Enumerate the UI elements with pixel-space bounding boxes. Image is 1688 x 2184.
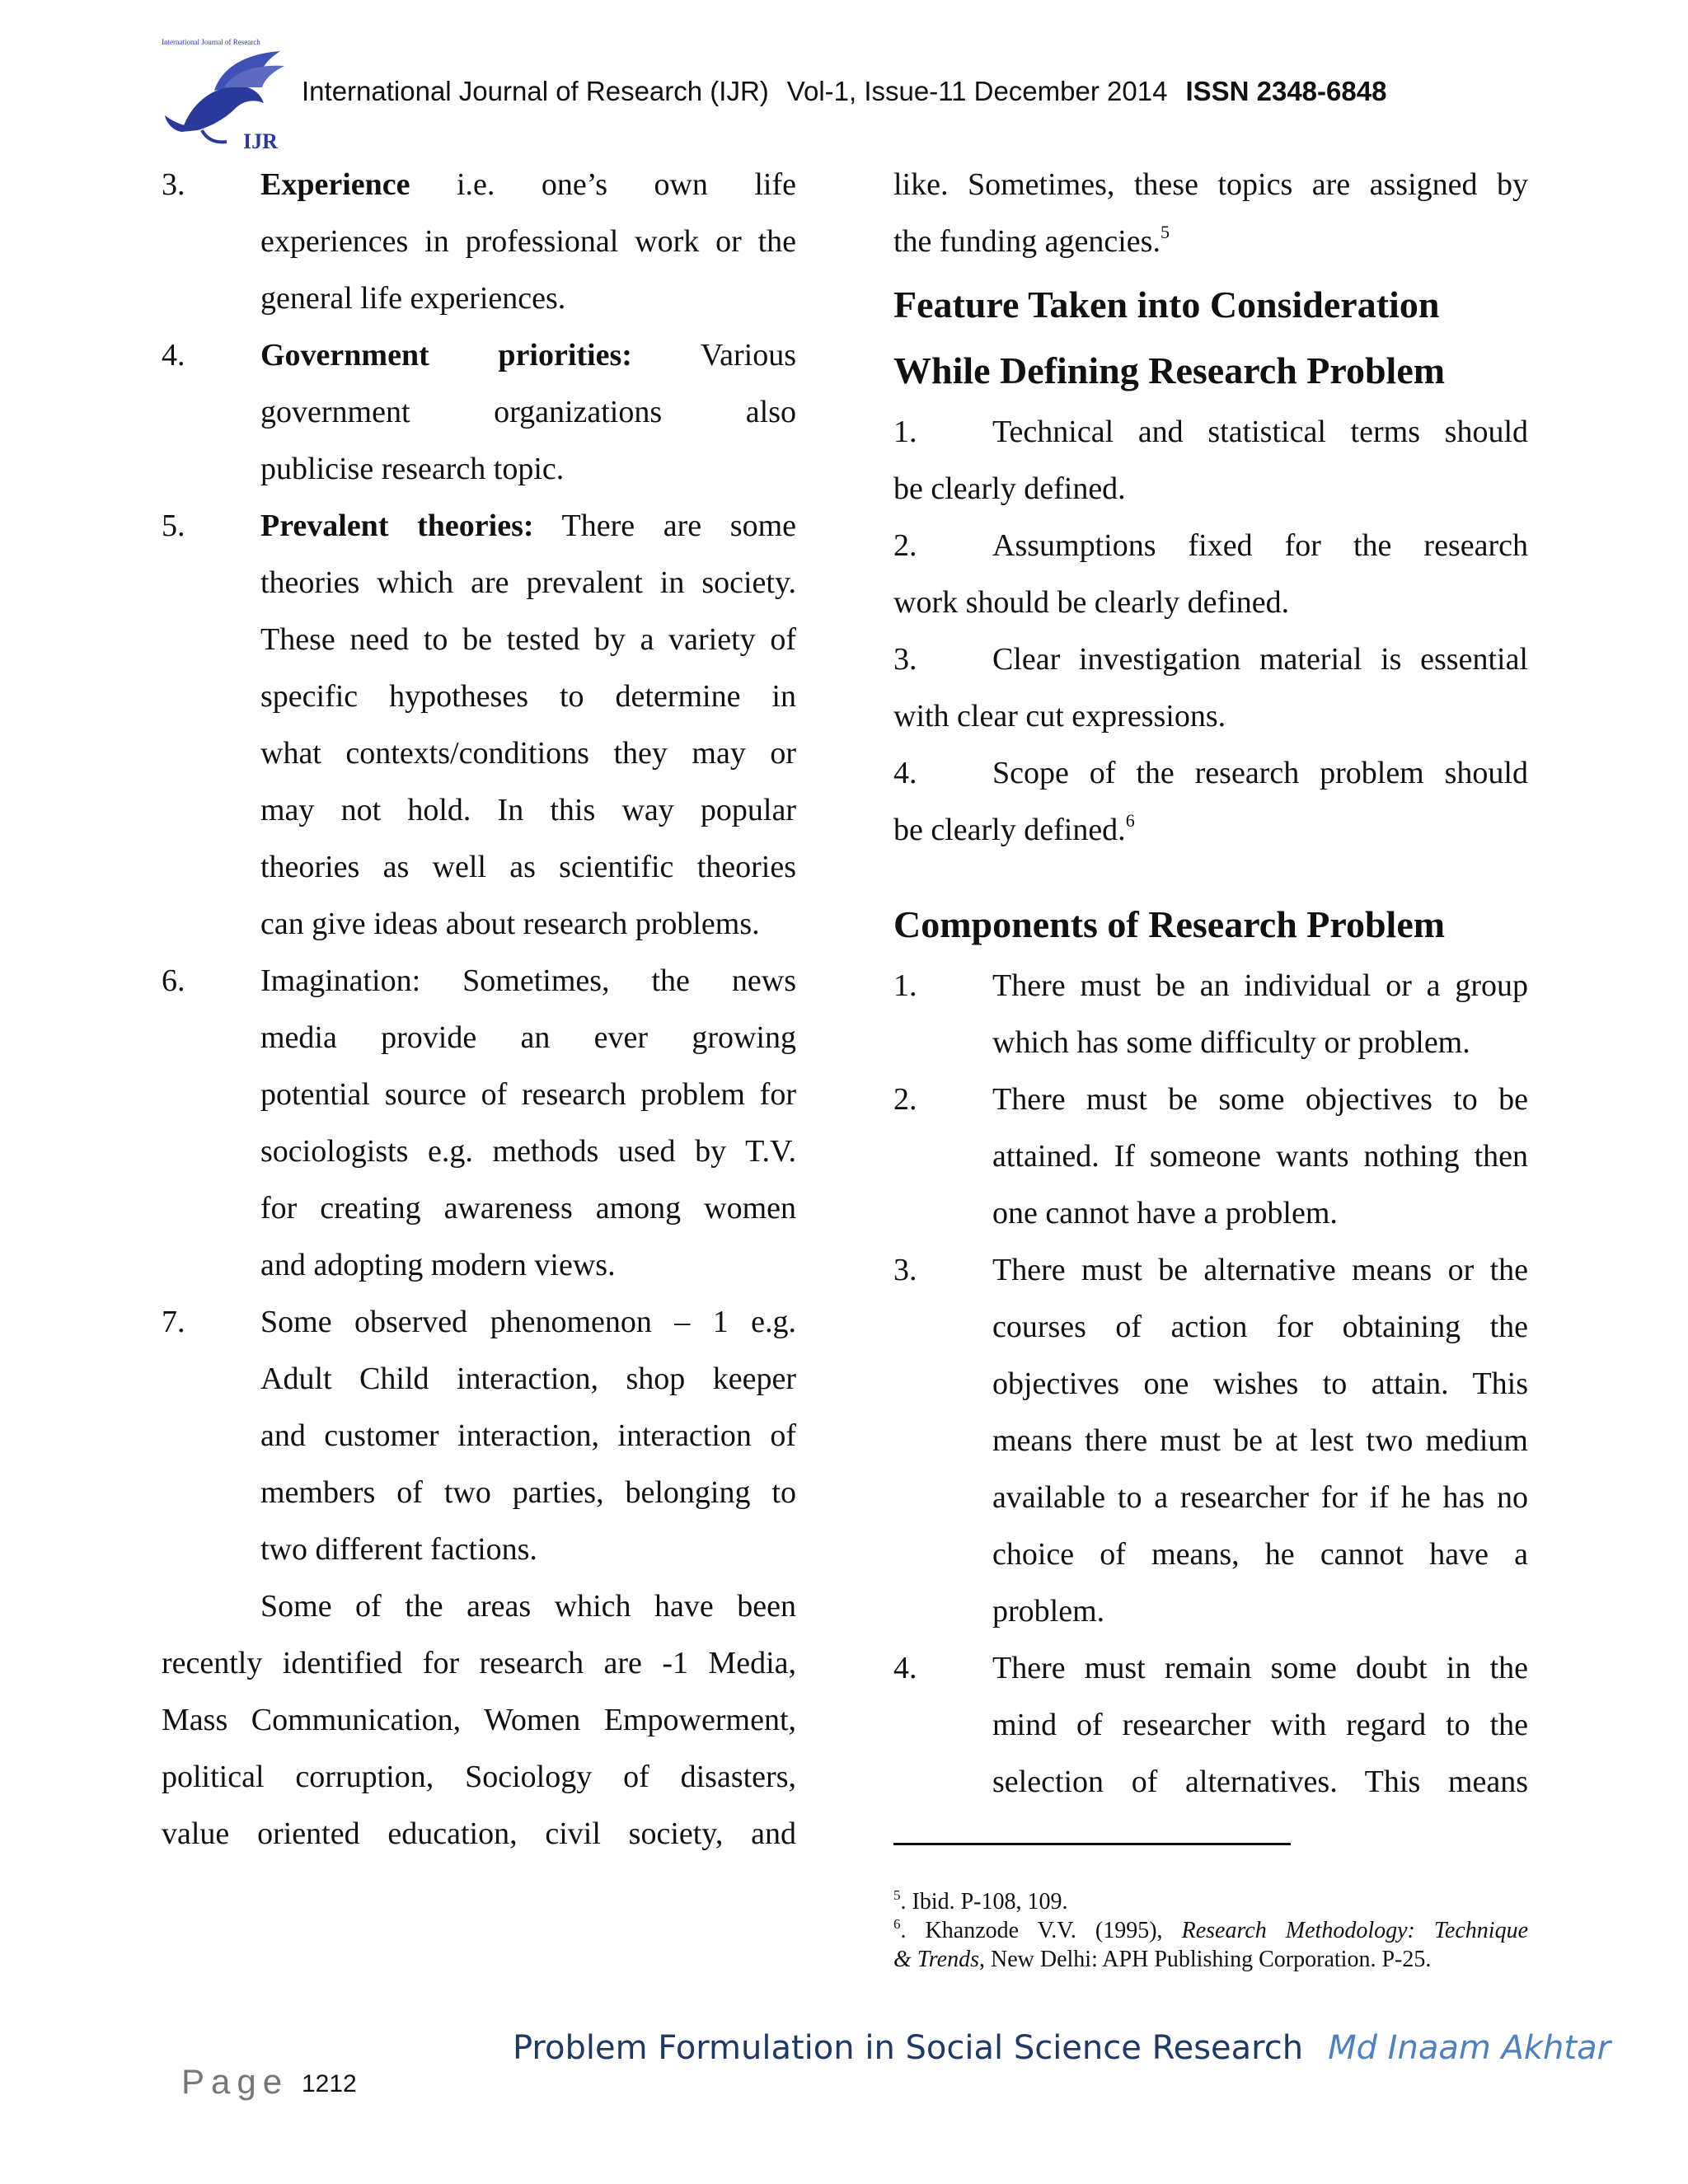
text-line: and customer interaction, interaction of — [260, 1418, 796, 1453]
paragraph — [162, 1578, 796, 1863]
page-number: 1212 — [302, 2070, 357, 2097]
item-number: 7. — [162, 1305, 185, 1339]
text-line: Mass Communication, Women Empowerment, — [162, 1703, 796, 1737]
footer-title: Problem Formulation in Social Science Research — [513, 2029, 1304, 2067]
text-line: one cannot have a problem. — [992, 1196, 1338, 1230]
feature-list — [893, 404, 1528, 859]
item-number: 3. — [893, 1253, 917, 1287]
text-line: be clearly defined. — [893, 471, 1126, 506]
text-line: 4. Scope of the research problem should — [893, 756, 1528, 790]
text-line: publicise research topic. — [260, 452, 565, 486]
running-footer — [513, 2029, 1611, 2067]
text-line: potential source of research problem for — [260, 1077, 796, 1112]
text-line: Adult Child interaction, shop keeper — [260, 1361, 796, 1396]
text-line: 1. Technical and statistical terms should — [893, 415, 1528, 449]
journal-logo — [157, 33, 288, 157]
text-line: be clearly defined.$^6$ — [893, 810, 1135, 847]
text-line: with clear cut expressions. — [893, 699, 1226, 733]
text-line: There must be alternative means or the — [992, 1253, 1528, 1287]
text-line: Government priorities: Various — [260, 338, 796, 373]
text-line: There must remain some doubt in the — [992, 1651, 1528, 1685]
item-term: Experience — [260, 167, 410, 202]
list-item — [893, 958, 1528, 1071]
footnote-ref: 6 — [1125, 810, 1135, 831]
list-item — [162, 1294, 796, 1578]
text-line: Experience i.e. one’s own life — [260, 167, 797, 202]
item-number: 5. — [162, 509, 185, 543]
text-line: problem. — [992, 1594, 1105, 1629]
text-line: general life experiences. — [260, 281, 566, 316]
text-line: available to a researcher for if he has no — [992, 1480, 1528, 1515]
text-line: sociologists e.g. methods used by T.V. — [260, 1134, 796, 1169]
text-line: like. Sometimes, these topics are assigned by — [893, 167, 1528, 202]
text-line: members of two parties, belonging to — [260, 1475, 796, 1510]
item-term: Government priorities: — [260, 338, 632, 373]
text-line: These need to be tested by a variety of — [260, 622, 796, 657]
text-line: the funding agencies.$^5$ — [893, 222, 1170, 259]
text-line: attained. If someone wants nothing then — [992, 1139, 1528, 1174]
item-number: 4. — [893, 1651, 917, 1685]
footnote-ref: 5 — [1160, 222, 1170, 242]
text-line: Some observed phenomenon – 1 e.g. — [260, 1305, 796, 1339]
text-line: objectives one wishes to attain. This — [992, 1366, 1528, 1401]
text-line: media provide an ever growing — [260, 1020, 796, 1055]
text-line: courses of action for obtaining the — [992, 1310, 1528, 1344]
left-column — [162, 157, 796, 1863]
item-term: Prevalent theories: — [260, 509, 534, 543]
list-item — [893, 1242, 1528, 1640]
text-line: There must be some objectives to be — [992, 1082, 1528, 1117]
journal-name: International Journal of Research (IJR) — [302, 76, 769, 106]
text-line: theories which are prevalent in society. — [260, 565, 796, 600]
footer-author: Md Inaam Akhtar — [1328, 2029, 1611, 2067]
text-line: means there must be at lest two medium — [992, 1423, 1528, 1458]
section-heading: Components of Research Problem — [893, 903, 1446, 945]
text-line: political corruption, Sociology of disasters, — [162, 1760, 796, 1794]
text-line: theories as well as scientific theories — [260, 850, 796, 884]
logo-top-text: International Journal of Research — [162, 38, 260, 46]
text-line: may not hold. In this way popular — [260, 793, 796, 827]
right-column — [893, 157, 1528, 1811]
text-line: work should be clearly defined. — [893, 585, 1290, 620]
list-item — [162, 327, 796, 498]
text-line: for creating awareness among women — [260, 1191, 796, 1226]
text-line: and adopting modern views. — [260, 1248, 616, 1282]
list-item — [162, 953, 796, 1294]
footnote: $^5$. Ibid. P-108, 109. — [893, 1887, 1068, 1915]
text-line: can give ideas about research problems. — [260, 907, 760, 941]
text-line: mind of researcher with regard to the — [992, 1708, 1528, 1742]
section-heading: Feature Taken into Consideration — [893, 284, 1440, 326]
section-heading: While Defining Research Problem — [893, 349, 1446, 391]
text-line: 3. Clear investigation material is essential — [893, 642, 1528, 677]
footnotes — [893, 1887, 1528, 1974]
text-line: Some of the areas which have been — [260, 1589, 796, 1624]
list-item — [162, 157, 796, 327]
text-line: recently identified for research are -1 Media, — [162, 1646, 796, 1680]
item-number: 4. — [162, 338, 185, 373]
item-number: 1. — [893, 968, 917, 1003]
list-item — [893, 1071, 1528, 1242]
text-line: what contexts/conditions they may or — [260, 736, 796, 771]
text-line: 2. Assumptions fixed for the research — [893, 528, 1528, 563]
text-line: choice of means, he cannot have a — [992, 1537, 1528, 1572]
item-number: 3. — [162, 167, 185, 202]
text-line: government organizations also — [260, 395, 796, 429]
text-line: experiences in professional work or the — [260, 224, 796, 259]
footnote-divider — [893, 1843, 1291, 1845]
logo-abbr: IJR — [243, 129, 278, 153]
footnote: $^6$. Khanzode V.V. (1995), Research Methodology: Technique — [893, 1916, 1528, 1943]
text-line: value oriented education, civil society, and — [162, 1816, 796, 1851]
journal-issn: ISSN 2348-6848 — [1185, 76, 1387, 106]
text-line: two different factions. — [260, 1532, 537, 1567]
footnote-continued: & Trends, New Delhi: APH Publishing Corporation. P-25. — [893, 1947, 1432, 1972]
page-label: Page — [181, 2062, 289, 2101]
list-item — [162, 498, 796, 953]
text-line: selection of alternatives. This means — [992, 1765, 1528, 1799]
text-line: There must be an individual or a group — [992, 968, 1528, 1003]
text-line: Imagination: Sometimes, the news — [260, 963, 796, 998]
journal-volume: Vol-1, Issue-11 December 2014 — [786, 76, 1168, 106]
text-line: which has some difficulty or problem. — [992, 1025, 1470, 1060]
component-list — [893, 958, 1528, 1811]
journal-header — [302, 76, 1386, 107]
pegasus-logo-icon — [157, 33, 288, 157]
text-line: specific hypotheses to determine in — [260, 679, 796, 714]
item-number: 6. — [162, 963, 185, 998]
item-number: 2. — [893, 1082, 917, 1117]
list-item — [893, 1640, 1528, 1811]
text-line: Prevalent theories: There are some — [260, 509, 796, 543]
